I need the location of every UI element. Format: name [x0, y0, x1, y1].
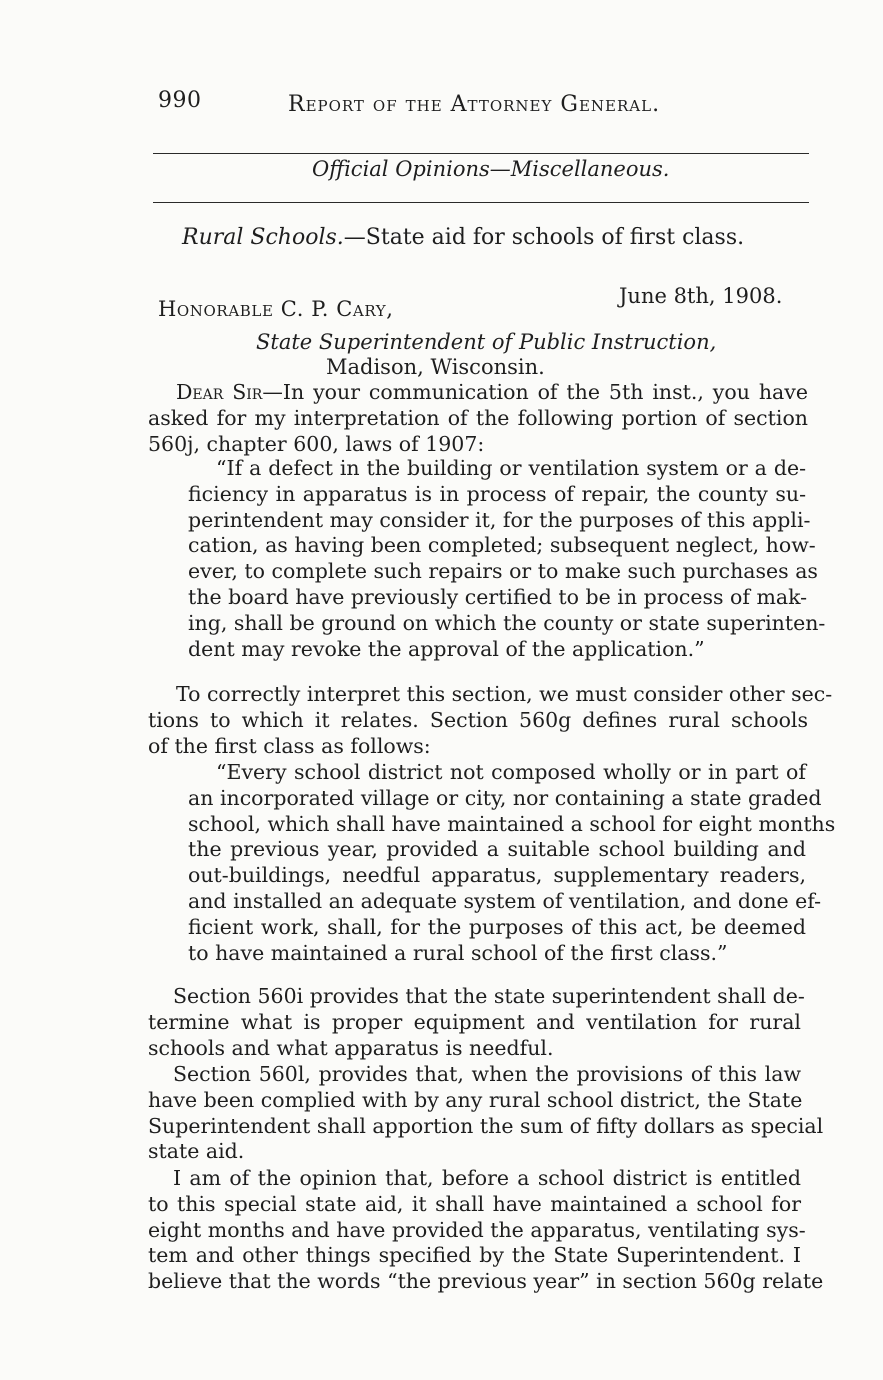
letter-date: June 8th, 1908. — [619, 284, 783, 308]
text-line: ficiency in apparatus is in process of repair, the county su- — [188, 481, 806, 506]
text-line: state aid. — [148, 1139, 245, 1164]
salutation: Dear Sir — [176, 380, 263, 404]
text-line: ing, shall be ground on which the county or state superinten- — [188, 610, 826, 635]
text-line: and installed an adequate system of ventilation, and done ef- — [188, 888, 822, 913]
text-line: asked for my interpretation of the following portion of section — [148, 405, 808, 430]
text-line: tem and other things specified by the State Superintendent. I — [148, 1243, 801, 1268]
text-line: to this special state aid, it shall have maintained a school for — [148, 1191, 801, 1216]
text-line: have been complied with by any rural school district, the State — [148, 1087, 803, 1112]
text-line: to have maintained a rural school of the first class.” — [188, 940, 728, 965]
paragraph-2 — [148, 682, 833, 759]
subject-description: —State aid for schools of first class. — [343, 225, 745, 250]
text-line: termine what is proper equipment and ventilation for rural — [148, 1009, 801, 1034]
text-line: ficient work, shall, for the purposes of this act, be deemed — [188, 914, 806, 939]
addressee-title: State Superintendent of Public Instruction, — [256, 330, 717, 354]
text-line: 560j, chapter 600, laws of 1907: — [148, 431, 485, 456]
header-rule-bottom — [153, 202, 809, 203]
text-line: cation, as having been completed; subsequent neglect, how- — [188, 533, 816, 558]
text-line: To correctly interpret this section, we must consider other sec- — [176, 682, 833, 706]
paragraph-3 — [148, 984, 805, 1061]
quotation-section-560j — [188, 456, 826, 662]
page-number: 990 — [158, 88, 202, 113]
text-line: out-buildings, needful apparatus, supplementary readers, — [188, 863, 806, 888]
text-line: Dear Sir—In your communication of the 5th inst., you have — [176, 380, 808, 404]
paragraph-4 — [148, 1062, 824, 1165]
quotation-section-560g — [188, 760, 836, 966]
opinion-subject — [182, 225, 744, 250]
text-line: perintendent may consider it, for the purposes of this appli- — [188, 507, 811, 532]
text-line: ever, to complete such repairs or to make such purchases as — [188, 559, 818, 584]
text-line: the previous year, provided a suitable school building and — [188, 837, 806, 862]
addressee-city: Madison, Wisconsin. — [326, 355, 545, 379]
text-line: “If a defect in the building or ventilation system or a de- — [216, 456, 806, 480]
text-line: “Every school district not composed wholly or in part of — [216, 760, 806, 784]
text-line: Section 560l, provides that, when the provisions of this law — [173, 1062, 801, 1086]
text-line: believe that the words “the previous year” in section 560g relate — [148, 1269, 824, 1294]
text-line: I am of the opinion that, before a school district is entitled — [173, 1166, 801, 1190]
running-title: Report of the Attorney General. — [288, 92, 661, 117]
addressee-name: Honorable C. P. Cary, — [158, 297, 394, 321]
paragraph-1 — [148, 380, 808, 457]
text-line: an incorporated village or city, nor containing a state graded — [188, 785, 822, 810]
subject-topic: Rural Schools. — [182, 225, 344, 250]
header-rule-top — [153, 153, 809, 154]
text-line: schools and what apparatus is needful. — [148, 1035, 554, 1060]
text-line: Section 560i provides that the state superintendent shall de- — [173, 984, 805, 1008]
text-line: dent may revoke the approval of the application.” — [188, 636, 705, 661]
paragraph-5 — [148, 1166, 824, 1295]
text-line: school, which shall have maintained a school for eight months — [188, 811, 836, 836]
section-heading: Official Opinions—Miscellaneous. — [312, 157, 670, 181]
text-line: tions to which it relates. Section 560g defines rural schools — [148, 707, 808, 732]
text-line: of the first class as follows: — [148, 733, 431, 758]
text-line: the board have previously certified to be in process of mak- — [188, 584, 808, 609]
text-line: eight months and have provided the apparatus, ventilating sys- — [148, 1217, 806, 1242]
text-line: Superintendent shall apportion the sum of fifty dollars as special — [148, 1113, 824, 1138]
